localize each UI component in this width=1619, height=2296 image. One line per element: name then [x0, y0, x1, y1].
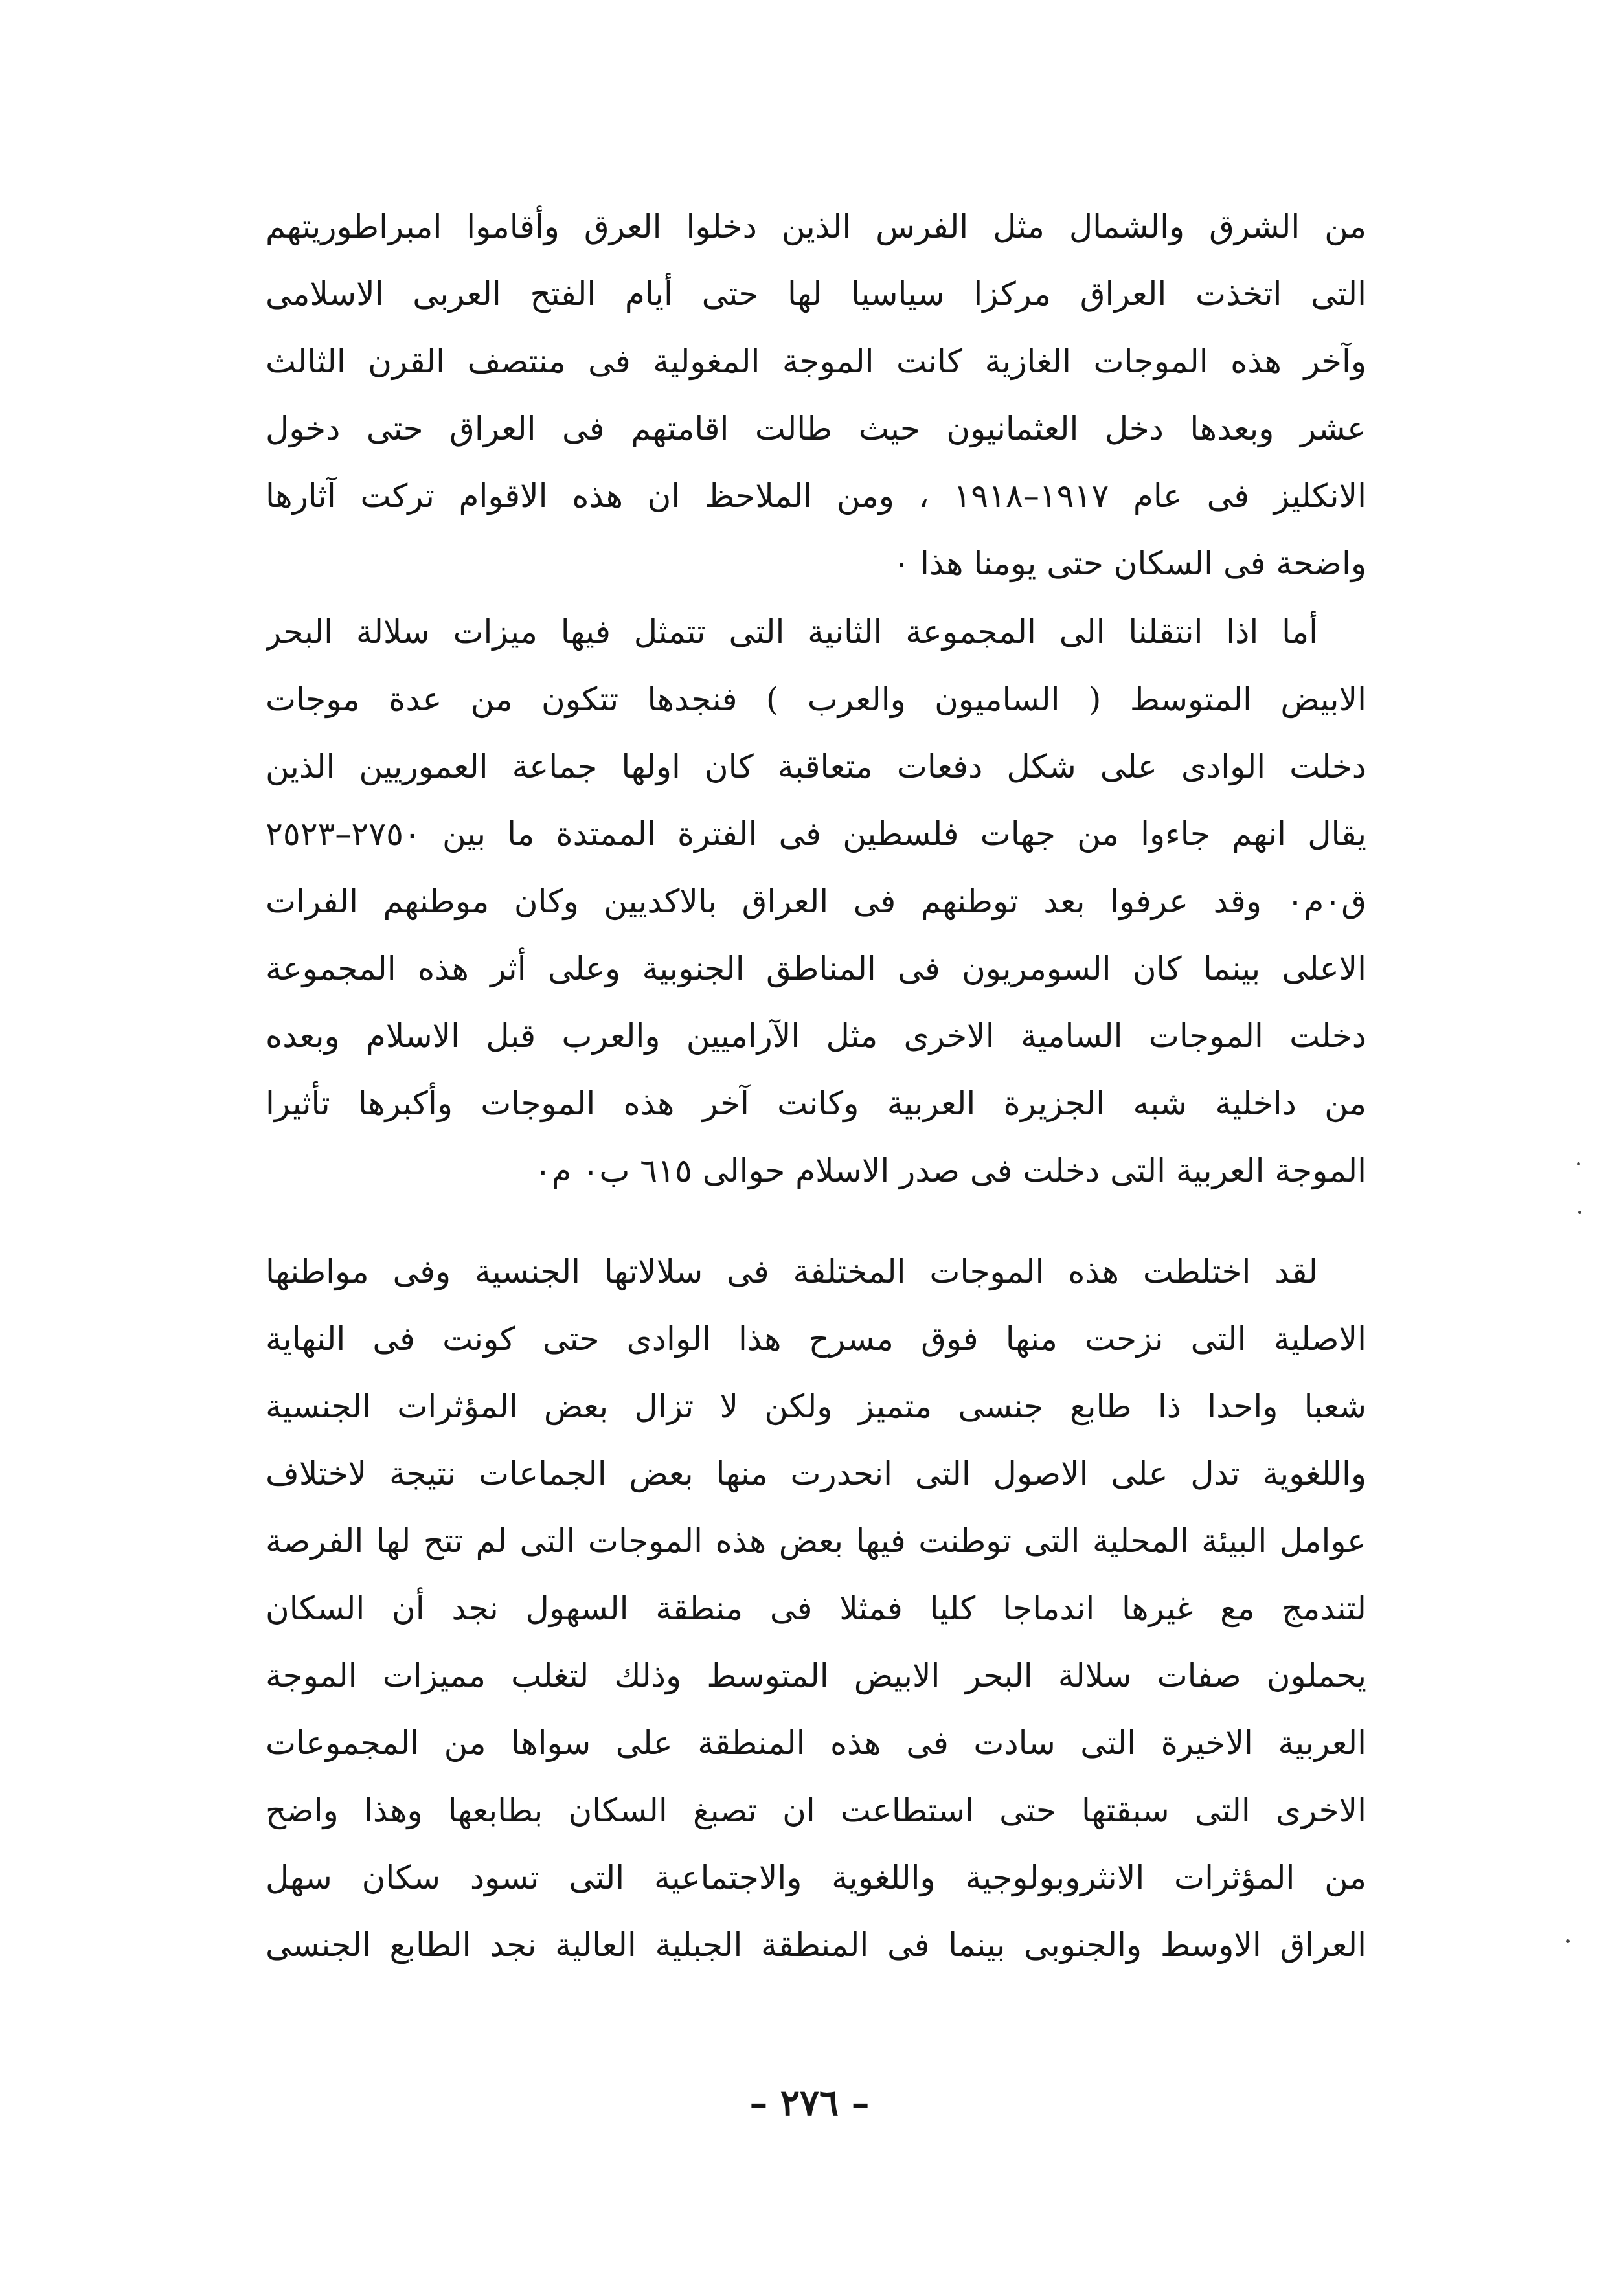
- page-number: – ٢٧٦ –: [749, 2082, 870, 2124]
- text-line: عشر وبعدها دخل العثمانيون حيث طالت اقامتهم فى العراق حتى دخول: [266, 410, 1366, 447]
- text-line: لقد اختلطت هذه الموجات المختلفة فى سلالاتها الجنسية وفى مواطنها: [266, 1253, 1318, 1290]
- text-line: ق٠م٠ وقد عرفوا بعد توطنهم فى العراق بالاكديين وكان موطنهم الفرات: [266, 883, 1366, 920]
- text-line: شعبا واحدا ذا طابع جنسى متميز ولكن لا تزال بعض المؤثرات الجنسية: [266, 1388, 1366, 1425]
- text-line: من داخلية شبه الجزيرة العربية وكانت آخر هذه الموجات وأكبرها تأثيرا: [266, 1085, 1366, 1122]
- text-line: يحملون صفات سلالة البحر الابيض المتوسط وذلك لتغلب مميزات الموجة: [266, 1657, 1366, 1694]
- text-line: من الشرق والشمال مثل الفرس الذين دخلوا العرق وأقاموا امبراطوريتهم: [266, 208, 1366, 245]
- text-line: التى اتخذت العراق مركزا سياسيا لها حتى أيام الفتح العربى الاسلامى: [266, 275, 1366, 313]
- scan-speck: [1577, 1162, 1580, 1165]
- text-line: الاعلى بينما كان السومريون فى المناطق الجنوبية وعلى أثر هذه المجموعة: [266, 950, 1366, 987]
- text-line: وآخر هذه الموجات الغازية كانت الموجة المغولية فى منتصف القرن الثالث: [266, 343, 1366, 380]
- text-line: عوامل البيئة المحلية التى توطنت فيها بعض هذه الموجات التى لم تتح لها الفرصة: [266, 1522, 1366, 1560]
- text-line: دخلت الوادى على شكل دفعات متعاقبة كان اولها جماعة العموريين الذين: [266, 748, 1366, 785]
- paragraph-2: [266, 598, 1366, 1204]
- text-line: من المؤثرات الانثروبولوجية واللغوية والاجتماعية التى تسود سكان سهل: [266, 1859, 1366, 1896]
- scan-speck: [1578, 1211, 1581, 1214]
- scan-speck: [1566, 1939, 1570, 1943]
- text-line: الاخرى التى سبقتها حتى استطاعت ان تصبغ السكان بطابعها وهذا واضح: [266, 1792, 1366, 1829]
- text-line: العربية الاخيرة التى سادت فى هذه المنطقة على سواها من المجموعات: [266, 1724, 1366, 1762]
- text-line: العراق الاوسط والجنوبى بينما فى المنطقة الجبلية العالية نجد الطابع الجنسى: [266, 1926, 1366, 1964]
- text-line: يقال انهم جاءوا من جهات فلسطين فى الفترة الممتدة ما بين ٢٧٥٠–٢٥٢٣: [266, 815, 1366, 853]
- text-line: واضحة فى السكان حتى يومنا هذا ٠: [892, 545, 1366, 582]
- paragraph-3: [266, 1238, 1366, 1979]
- paragraph-1: [266, 193, 1366, 597]
- text-line: أما اذا انتقلنا الى المجموعة الثانية التى تتمثل فيها ميزات سلالة البحر: [266, 613, 1318, 651]
- text-line: الاصلية التى نزحت منها فوق مسرح هذا الوادى حتى كونت فى النهاية: [266, 1320, 1366, 1358]
- text-line: الانكليز فى عام ١٩١٧–١٩١٨ ، ومن الملاحظ ان هذه الاقوام تركت آثارها: [266, 477, 1366, 515]
- text-line: لتندمج مع غيرها اندماجا كليا فمثلا فى منطقة السهول نجد أن السكان: [266, 1590, 1366, 1627]
- text-line: الموجة العربية التى دخلت فى صدر الاسلام حوالى ٦١٥ ب٠ م٠: [534, 1152, 1366, 1189]
- text-line: الابيض المتوسط ( الساميون والعرب ) فنجدها تتكون من عدة موجات: [266, 681, 1366, 718]
- text-line: دخلت الموجات السامية الاخرى مثل الآراميين والعرب قبل الاسلام وبعده: [266, 1017, 1366, 1055]
- text-line: واللغوية تدل على الاصول التى انحدرت منها بعض الجماعات نتيجة لاختلاف: [266, 1455, 1366, 1492]
